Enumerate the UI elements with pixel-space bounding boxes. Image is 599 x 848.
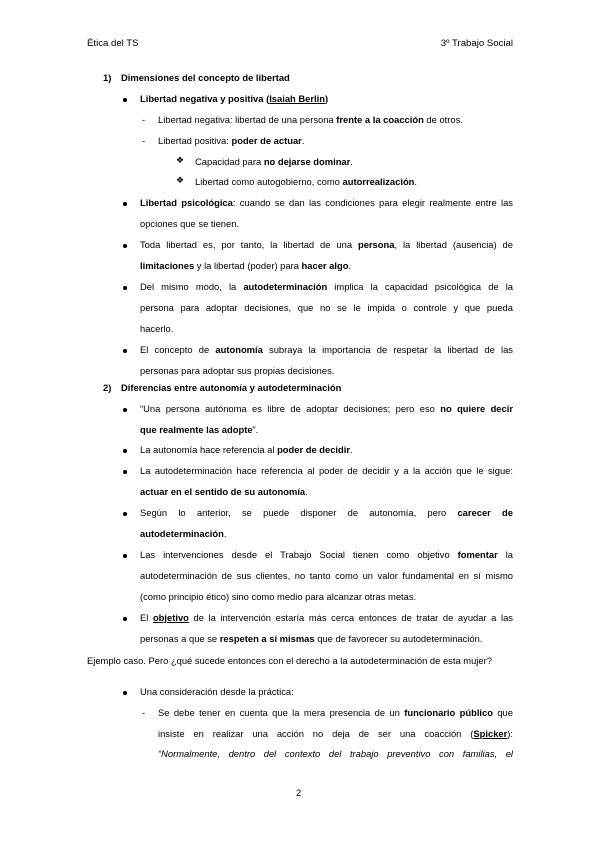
diamond-bullet-icon: ❖ bbox=[176, 155, 185, 165]
dash-icon: - bbox=[142, 707, 146, 718]
s1-bullet-4-line2: persona para adoptar decisiones, que no se le impida o controle y que pueda bbox=[140, 302, 513, 313]
s2-bullet-4-line2 bbox=[140, 528, 226, 540]
s2-b1-l2b: ”. bbox=[252, 424, 259, 435]
bullet-icon bbox=[123, 349, 127, 353]
s2-b6-l1a: El bbox=[140, 612, 153, 623]
s1-b3-l2c: hacer algo bbox=[301, 260, 349, 271]
s1-d2-bold: poder de actuar bbox=[231, 135, 302, 146]
s1-b3-l2b: y la libertad (poder) para bbox=[194, 260, 302, 271]
diamond-bullet-icon: ❖ bbox=[176, 175, 185, 185]
s1-dm1-bold: no dejarse dominar bbox=[263, 156, 351, 167]
s1-b5-l1a: El concepto de bbox=[140, 344, 216, 355]
s2-bullet-1-line2 bbox=[140, 424, 258, 436]
s2-b1-l1b: no quiere decir bbox=[440, 403, 513, 414]
s1-d1-end: de otros. bbox=[423, 114, 463, 125]
s2-b4-l2: autodeterminación bbox=[140, 528, 224, 539]
s1-b1-close: ) bbox=[324, 93, 329, 104]
s2-bullet-5-line2: autodeterminación de sus clientes, no tanto como un valor fundamental en sí mismo bbox=[140, 570, 513, 581]
bullet-icon bbox=[123, 202, 127, 206]
header-left: Ética del TS bbox=[87, 38, 139, 49]
s1-b2-bold: Libertad psicológica bbox=[140, 197, 233, 208]
s2-bullet-4-line1 bbox=[140, 507, 513, 519]
s2-b5-l1b: fomentar bbox=[457, 549, 498, 560]
s1-dm2-end: . bbox=[414, 176, 418, 187]
section-1-number: 1) bbox=[103, 72, 112, 83]
isaiah-berlin-ref: Isaiah Berlin bbox=[269, 93, 325, 104]
bullet-icon bbox=[123, 470, 127, 474]
s2-bullet-6-line2 bbox=[140, 633, 482, 645]
section-1-title: Dimensiones del concepto de libertad bbox=[121, 72, 290, 83]
case-intro: Ejemplo caso. Pero ¿qué sucede entonces con el derecho a la autodeterminación de esta mujer? bbox=[87, 655, 492, 666]
case-d1-l2a: insiste en realizar una acción no deja de ser una coacción ( bbox=[158, 728, 474, 739]
s1-b3-l1a: Toda libertad es, por tanto, la libertad de una bbox=[140, 239, 358, 250]
bullet-icon bbox=[123, 286, 127, 290]
s1-b3-l2a: limitaciones bbox=[140, 260, 195, 271]
section-2-title: Diferencias entre autonomía y autodeterminación bbox=[121, 382, 342, 393]
s2-b4-l2b: . bbox=[223, 528, 227, 539]
s1-diamond-2 bbox=[195, 176, 417, 188]
s2-b3-l2b: . bbox=[305, 486, 308, 497]
s1-b3-l2d: . bbox=[348, 260, 352, 271]
case-dash-1-line1 bbox=[158, 707, 513, 719]
s2-b5-l1c: la bbox=[497, 549, 514, 560]
s1-b5-l1c: subraya la importancia de respetar la libertad de las bbox=[262, 344, 513, 355]
s2-bullet-5-line1 bbox=[140, 549, 513, 561]
s2-bullet-3-line1: La autodeterminación hace referencia al poder de decidir y a la acción que le sigue: bbox=[140, 465, 513, 476]
s2-b6-l1c: de la intervención estaría más cerca entonces de tratar de ayudar a las bbox=[188, 612, 513, 623]
case-d1-l2c: ): bbox=[507, 728, 513, 739]
case-d1-l1a: Se debe tener en cuenta que la mera presencia de un bbox=[158, 707, 405, 718]
s1-bullet-4-line3: hacerlo. bbox=[140, 323, 174, 334]
case-dash-1-line3: “Normalmente, dentro del contexto del trabajo preventivo con familias, el bbox=[158, 748, 513, 759]
s1-bullet-3-line2 bbox=[140, 260, 351, 272]
dash-icon: - bbox=[142, 114, 146, 125]
case-bullet-1: Una consideración desde la práctica: bbox=[140, 686, 294, 697]
bullet-icon bbox=[123, 691, 127, 695]
s2-b6-l1b: objetivo bbox=[152, 612, 189, 623]
bullet-icon bbox=[123, 408, 127, 412]
s1-b4-l1b: autodeterminación bbox=[243, 281, 328, 292]
s1-dash-2 bbox=[158, 135, 304, 147]
s2-b1-l1a: “Una persona autónoma es libre de adoptar decisiones; pero eso bbox=[140, 403, 441, 414]
bullet-icon bbox=[123, 617, 127, 621]
s1-d1-text: Libertad negativa: libertad de una persona bbox=[158, 114, 337, 125]
s2-b4-l1b: carecer de bbox=[457, 507, 513, 518]
s2-b1-l2a: que realmente las adopte bbox=[140, 424, 253, 435]
s1-bullet-4-line1 bbox=[140, 281, 513, 293]
bullet-icon bbox=[123, 244, 127, 248]
s2-bullet-3-line2 bbox=[140, 486, 308, 498]
s2-b2-end: . bbox=[350, 444, 353, 455]
s2-b2-bold: poder de decidir bbox=[277, 444, 351, 455]
s1-d2-text: Libertad positiva: bbox=[158, 135, 232, 146]
bullet-icon bbox=[123, 98, 127, 102]
s1-bullet-3-line1 bbox=[140, 239, 513, 251]
s1-diamond-1 bbox=[195, 156, 353, 168]
s1-dm2-bold: autorrealización bbox=[342, 176, 415, 187]
bullet-icon bbox=[123, 449, 127, 453]
s1-b4-l1c: implica la capacidad psicológica de la bbox=[327, 281, 513, 292]
case-d1-l1c: que bbox=[492, 707, 513, 718]
bullet-icon bbox=[123, 554, 127, 558]
s1-bullet-2-line2: opciones que se tienen. bbox=[140, 218, 240, 229]
s1-d1-bold: frente a la coacción bbox=[336, 114, 424, 125]
s1-dm1-end: . bbox=[350, 156, 353, 167]
spicker-ref: Spicker bbox=[473, 728, 508, 739]
s2-b2-text: La autonomía hace referencia al bbox=[140, 444, 278, 455]
s1-dm2-text: Libertad como autogobierno, como bbox=[195, 176, 343, 187]
s1-b3-l1c: , la libertad (ausencia) de bbox=[394, 239, 513, 250]
s2-bullet-5-line3: (como principio ético) sino como medio para alcanzar otras metas. bbox=[140, 591, 417, 602]
s1-bullet-2-line1 bbox=[140, 197, 513, 209]
page-number: 2 bbox=[296, 787, 302, 798]
s1-b2-l1: : cuando se dan las condiciones para elegir realmente entre las bbox=[232, 197, 513, 208]
s2-bullet-1-line1 bbox=[140, 403, 513, 415]
s1-b4-l1a: Del mismo modo, la bbox=[140, 281, 244, 292]
s2-b6-l2b: respeten a sí mismas bbox=[219, 633, 315, 644]
s1-b5-l1b: autonomía bbox=[215, 344, 263, 355]
case-d1-l1b: funcionario público bbox=[404, 707, 493, 718]
dash-icon: - bbox=[142, 135, 146, 146]
bullet-icon bbox=[123, 512, 127, 516]
s2-bullet-6-line1 bbox=[140, 612, 513, 624]
section-2-number: 2) bbox=[103, 382, 112, 393]
s2-b3-l2: actuar en el sentido de su autonomía bbox=[140, 486, 306, 497]
s1-dm1-text: Capacidad para bbox=[195, 156, 264, 167]
s2-b6-l2a: personas a que se bbox=[140, 633, 220, 644]
s1-d2-end: . bbox=[301, 135, 305, 146]
s2-bullet-2 bbox=[140, 444, 353, 456]
case-dash-1-line2 bbox=[158, 728, 513, 740]
s2-b5-l1a: Las intervenciones desde el Trabajo Social tienen como objetivo bbox=[140, 549, 458, 560]
s1-dash-1 bbox=[158, 114, 463, 126]
s1-b3-l1b: persona bbox=[357, 239, 395, 250]
s1-bullet-5-line1 bbox=[140, 344, 513, 356]
s1-b1-text: Libertad negativa y positiva ( bbox=[140, 93, 270, 104]
header-right: 3º Trabajo Social bbox=[440, 38, 513, 49]
s2-b4-l1a: Según lo anterior, se puede disponer de autonomía, pero bbox=[140, 507, 458, 518]
s1-bullet-5-line2: personas para adoptar sus propias decisiones. bbox=[140, 365, 335, 376]
s1-bullet-1 bbox=[140, 93, 328, 105]
s2-b6-l2c: que de favorecer su autodeterminación. bbox=[314, 633, 483, 644]
